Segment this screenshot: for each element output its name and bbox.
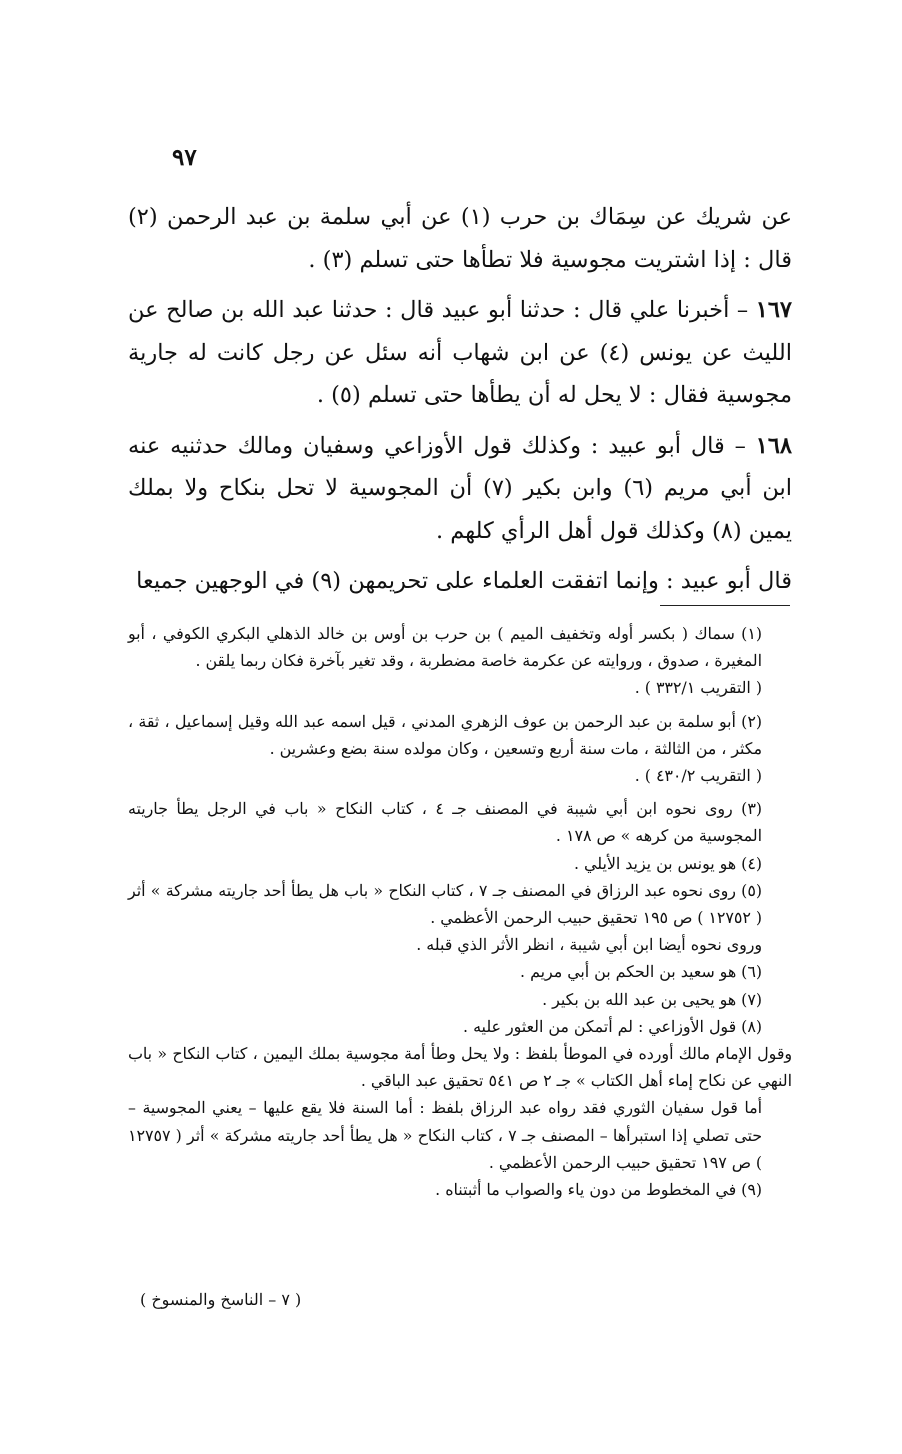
footnote: (٢) أبو سلمة بن عبد الرحمن بن عوف الزهري المدني ، قيل اسمه عبد الله وقيل إسماعيل ، ثقة ، مكثر ، من الثالثة ، مات سنة أربع وتسعين ، وكان مولده سنة بضع وعشرين . bbox=[128, 711, 762, 758]
footnote: وقول الإمام مالك أورده في الموطأ بلفظ : ولا يحل وطأ أمة مجوسية بملك اليمين ، كتاب النكاح « باب النهي عن نكاح إماء أهل الكتاب » جـ ٢ ص ٥٤١ تحقيق عبد الباقي . bbox=[128, 1044, 792, 1091]
footnote: (٦) هو سعيد بن الحكم بن أبي مريم . bbox=[520, 962, 762, 982]
footnote: (٨) قول الأوزاعي : لم أتمكن من العثور عليه . bbox=[463, 1016, 762, 1036]
paragraph bbox=[128, 289, 792, 417]
footnote-reference: ( التقريب ٤٣٠/٢ ) . bbox=[634, 766, 762, 786]
footnote: أما قول سفيان الثوري فقد رواه عبد الرزاق بلفظ : أما السنة فلا يقع عليها – يعني المجوسية – حتى تصلي إذا استبرأها – المصنف جـ ٧ ، كتاب النكاح « هل يطأ أحد جاريته مشركة » أثر ( ١٢٧٥٧ ) ص ١٩٧ تحقيق حبيب الرحمن الأعظمي . bbox=[128, 1098, 762, 1172]
paragraph-number: ١٦٧ bbox=[755, 297, 792, 323]
footnote: (٤) هو يونس بن يزيد الأيلي . bbox=[574, 853, 762, 873]
page-number: ٩٧ bbox=[172, 144, 197, 171]
footnote: (٩) في المخطوط من دون ياء والصواب ما أثبتناه . bbox=[435, 1180, 762, 1200]
paragraph-number: ١٦٨ bbox=[755, 432, 792, 459]
paragraph-text: – قال أبو عبيد : وكذلك قول الأوزاعي وسفيان ومالك حدثنيه عنه ابن أبي مريم (٦) وابن بكير (٧) أن المجوسية لا تحل بنكاح ولا بملك يمين (٨) وكذلك قول أهل الرأي كلهم . bbox=[128, 432, 792, 544]
footnote-divider bbox=[660, 605, 790, 606]
footnote: (٧) هو يحيى بن عبد الله بن بكير . bbox=[542, 989, 762, 1009]
footnote: (١) سماك ( بكسر أوله وتخفيف الميم ) بن حرب بن أوس بن خالد الذهلي البكري الكوفي ، أبو المغيرة ، صدوق ، وروايته عن عكرمة خاصة مضطربة ، وقد تغير بآخرة فكان ربما يلقن . bbox=[128, 624, 762, 671]
footnote: (٣) روى نحوه ابن أبي شيبة في المصنف جـ ٤ ، كتاب النكاح « باب في الرجل يطأ جاريته المجوسية من كرهه » ص ١٧٨ . bbox=[128, 799, 762, 846]
page-footer: ( ٧ – الناسخ والمنسوخ ) bbox=[140, 1290, 302, 1309]
paragraph: قال أبو عبيد : وإنما اتفقت العلماء على تحريمهن (٩) في الوجهين جميعا bbox=[136, 568, 792, 594]
paragraph bbox=[128, 425, 792, 553]
footnote: وروى نحوه أيضا ابن أبي شيبة ، انظر الأثر الذي قبله . bbox=[416, 935, 762, 955]
main-text bbox=[128, 196, 792, 611]
footnote-reference: ( التقريب ٣٣٢/١ ) . bbox=[634, 678, 762, 698]
footnotes bbox=[128, 620, 792, 1203]
paragraph-text: – أخبرنا علي قال : حدثنا أبو عبيد قال : حدثنا عبد الله بن صالح عن الليث عن يونس (٤) عن ابن شهاب أنه سئل عن رجل كانت له جارية مجوسية فقال : لا يحل له أن يطأها حتى تسلم (٥) . bbox=[128, 297, 792, 408]
footnote: (٥) روى نحوه عبد الرزاق في المصنف جـ ٧ ، كتاب النكاح « باب هل يطأ أحد جاريته مشركة » أثر ( ١٢٧٥٢ ) ص ١٩٥ تحقيق حبيب الرحمن الأعظمي . bbox=[128, 880, 762, 928]
paragraph: عن شريك عن سِمَاك بن حرب (١) عن أبي سلمة بن عبد الرحمن (٢) قال : إذا اشتريت مجوسية فلا تطأها حتى تسلم (٣) . bbox=[128, 204, 793, 273]
